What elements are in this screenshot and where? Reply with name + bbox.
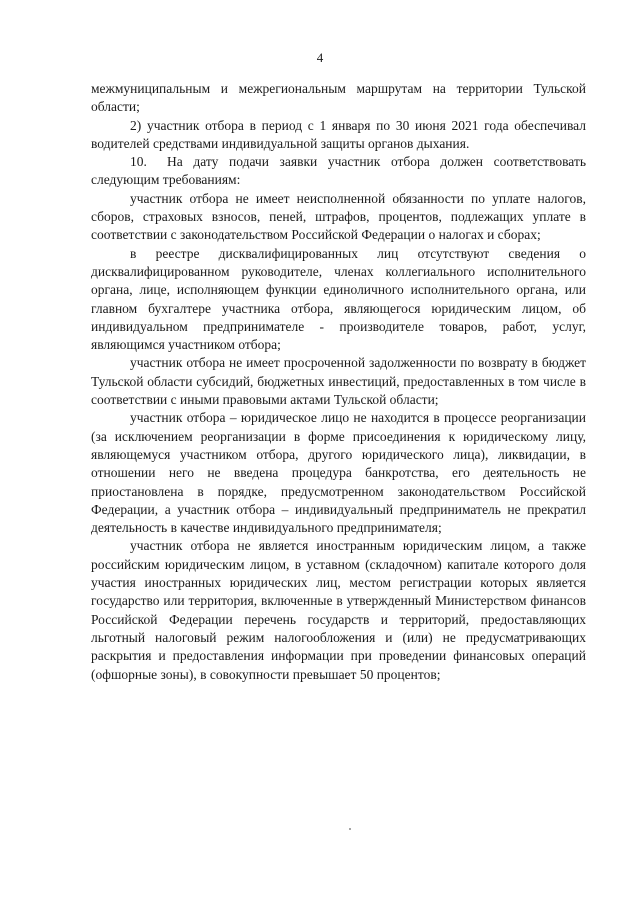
paragraph-requirement-reorganization: участник отбора – юридическое лицо не находится в процессе реорганизации (за исключением реорганизации в форме присоединения к юридическому лицу, являющемуся участником отбора, другого юридического лица), ликвидации, в отношении него не введена процедура банкротства, его деятельность не приостановлена в порядке, предусмотренном законодательством Российской Федерации, а участник отбора – индивидуальный предприниматель не прекратил деятельность в качестве индивидуального предпринимателя; [91,410,586,536]
paragraph-item-2: 2) участник отбора в период с 1 января по 30 июня 2021 года обеспечивал водителей средствами индивидуальной защиты органов дыхания. [91,117,586,151]
point-number: 10. [130,154,147,170]
paragraph-requirement-debt: участник отбора не имеет просроченной задолженности по возврату в бюджет Тульской области субсидий, бюджетных инвестиций, предоставленных в том числе в соответствии с иными правовыми актами Тульской области; [91,355,586,408]
paragraph-continuation: межмуниципальным и межрегиональным маршрутам на территории Тульской области; [91,81,586,115]
paragraph-requirement-foreign: участник отбора не является иностранным юридическим лицом, а также российским юридическим лицом, в уставном (складочном) капитале которого доля участия иностранных юридических лиц, местом регистрации которых является государство или территория, включенные в утвержденный Министерством финансов Российской Федерации перечень государств и территорий, предоставляющих льготный налоговый режим налогообложения и (или) не предусматривающих раскрытия и предоставления информации при проведении финансовых операций (офшорные зоны), в совокупности превышает 50 процентов; [91,538,586,682]
scan-speck [349,828,351,830]
point-text: На дату подачи заявки участник отбора должен соответствовать следующим требованиям: [91,154,586,188]
paragraph-requirement-disqualified: в реестре дисквалифицированных лиц отсутствуют сведения о дисквалифицированном руководителе, членах коллегиального исполнительного органа, лице, исполняющем функции единоличного исполнительного органа, или главном бухгалтере участника отбора, являющегося юридическим лицом, об индивидуальном предпринимателе - производителе товаров, работ, услуг, являющимся участником отбора; [91,245,586,353]
page-number: 4 [316,50,324,65]
document-body [91,80,586,684]
paragraph-requirement-taxes: участник отбора не имеет неисполненной обязанности по уплате налогов, сборов, страховых взносов, пеней, штрафов, процентов, подлежащих уплате в соответствии с законодательством Российской Федерации о налогах и сборах; [91,190,586,243]
paragraph-point-10 [91,153,586,190]
